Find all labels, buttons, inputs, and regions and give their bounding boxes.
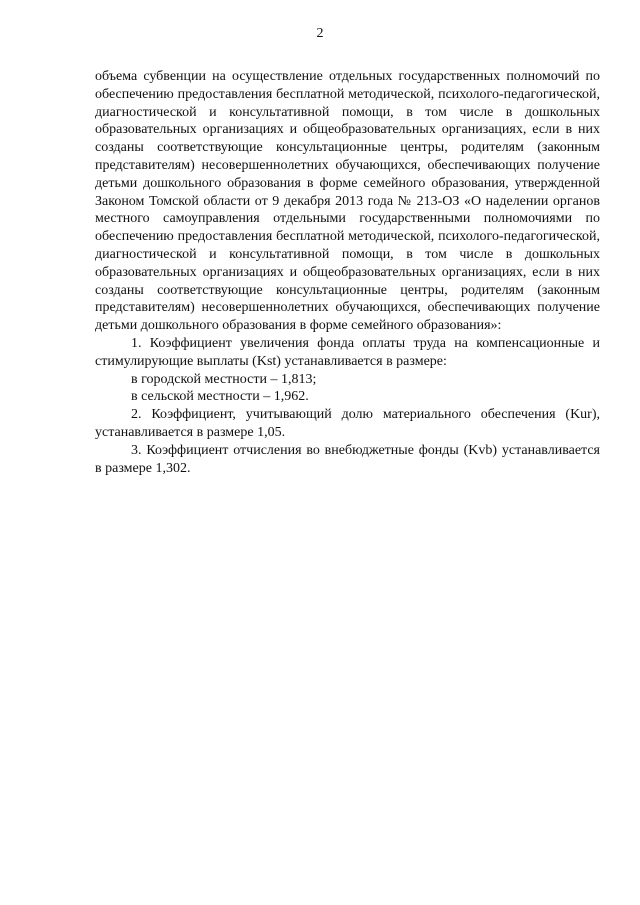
urban-coefficient-line: в городской местности – 1,813; — [131, 371, 317, 387]
intro-paragraph: объема субвенции на осуществление отдельных государственных полномочий по обеспечению предоставления бесплатной методической, психолого-педагогической, диагностической и консультативной помощи, в том числе в дошкольных образовательных организациях и общеобразовательных организациях, если в них созданы соответствующие консультационные центры, родителям (законным представителям) несовершеннолетних обучающихся, обеспечивающих получение детьми дошкольного образования в форме семейного образования, утвержденной Законом Томской области от 9 декабря 2013 года № 213-ОЗ «О наделении органов местного самоуправления отдельными государственными полномочиями по обеспечению предоставления бесплатной методической, психолого-педагогической, диагностической и консультативной помощи, в том числе в дошкольных образовательных организациях и общеобразовательных организациях, если в них созданы соответствующие консультационные центры, родителям (законным представителям) несовершеннолетних обучающихся, обеспечивающих получение детьми дошкольного образования в форме семейного образования»: — [95, 69, 600, 334]
document-body — [95, 68, 600, 477]
item-1-paragraph: 1. Коэффициент увеличения фонда оплаты труда на компенсационные и стимулирующие выплаты (Kst) устанавливается в размере: — [95, 335, 600, 369]
rural-coefficient-line: в сельской местности – 1,962. — [131, 389, 309, 405]
page-number: 2 — [316, 26, 324, 41]
item-3-paragraph: 3. Коэффициент отчисления во внебюджетные фонды (Kvb) устанавливается в размере 1,302. — [95, 442, 600, 476]
item-2-paragraph: 2. Коэффициент, учитывающий долю материального обеспечения (Kur), устанавливается в размере 1,05. — [95, 407, 600, 440]
